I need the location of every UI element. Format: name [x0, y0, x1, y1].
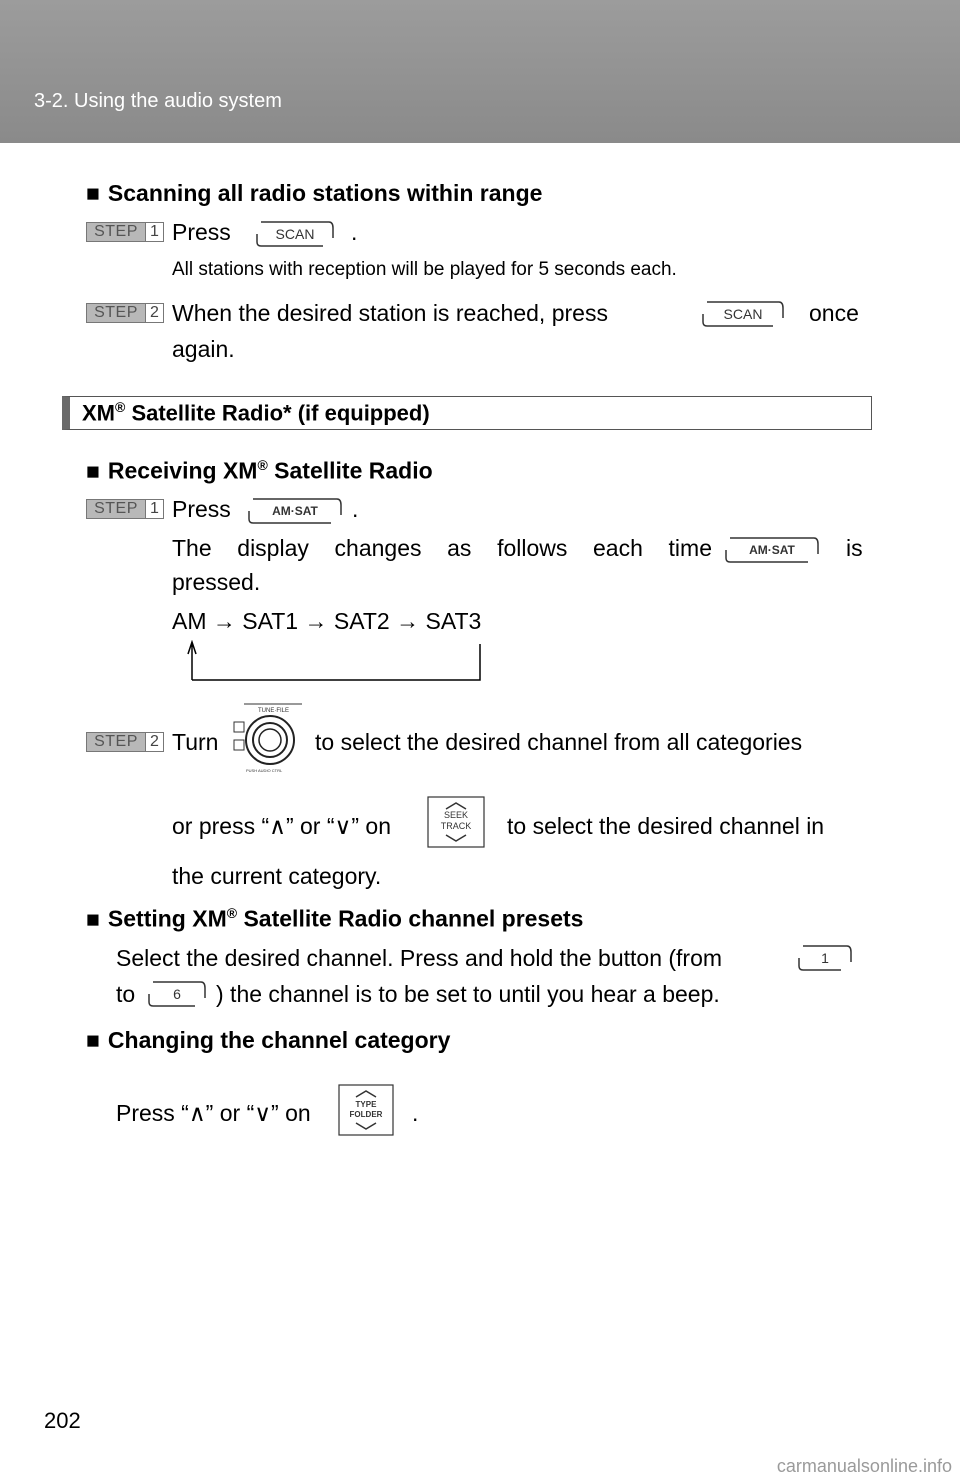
page-header [0, 0, 960, 143]
sequence-loop-arrow-icon [186, 640, 486, 682]
scan-button [701, 300, 785, 328]
step-label: STEP [87, 304, 145, 322]
footer-watermark: carmanualsonline.info [776, 1456, 952, 1476]
section-title-bar [62, 396, 872, 430]
category-heading [86, 1027, 450, 1054]
or-press-after: to select the desired channel in [507, 813, 825, 839]
track-label: TRACK [440, 821, 472, 831]
tune-knob-icon [230, 700, 306, 776]
section-title [82, 399, 430, 426]
preset-button-1 [797, 944, 853, 972]
step-1-badge [86, 222, 164, 242]
display-line2: pressed. [172, 569, 261, 595]
type-label: TYPE [355, 1100, 377, 1109]
presets-line1: Select the desired channel. Press and hold the button (from [116, 945, 723, 971]
scan-heading-text: Scanning all radio stations within range [107, 180, 543, 206]
step-label: STEP [87, 733, 145, 751]
step-number: 2 [145, 733, 163, 751]
preset-button-6-label: 6 [173, 986, 181, 1002]
scan-button-label: SCAN [723, 306, 763, 322]
step-number: 2 [145, 304, 163, 322]
receiving-step2-turn: Turn [172, 729, 219, 755]
step-2-badge [86, 732, 164, 752]
type-folder-button-icon [335, 1083, 397, 1137]
scan-step2-text: When the desired station is reached, press [172, 300, 608, 326]
page-number: 202 [44, 1408, 81, 1433]
square-bullet-icon: ■ [86, 180, 100, 206]
header-title: 3-2. Using the audio system [34, 90, 282, 112]
presets-heading [86, 905, 583, 933]
step-1-badge [86, 499, 164, 519]
receiving-step1-period: . [352, 496, 359, 522]
presets-line2-to: to [116, 981, 136, 1007]
am-sat-button [724, 536, 820, 564]
presets-line2-rest: ) the channel is to be set to until you hear a beep. [216, 981, 720, 1007]
registered-mark: ® [115, 399, 126, 415]
step-number: 1 [145, 223, 163, 241]
knob-top-label: TUNE·FILE [258, 708, 290, 714]
receiving-heading-pre: Receiving XM [107, 457, 258, 484]
square-bullet-icon: ■ [86, 905, 100, 932]
or-press-text: or press “∧” or “∨” on [172, 813, 391, 839]
scan-button [255, 220, 335, 248]
category-press-text: Press “∧” or “∨” on [116, 1100, 311, 1126]
step-label: STEP [87, 500, 145, 518]
knob-bottom-label: PUSH AUDIO CTRL [246, 768, 283, 773]
am-sat-button-label: AM·SAT [272, 504, 318, 518]
step-label: STEP [87, 223, 145, 241]
scan-button-label: SCAN [275, 226, 315, 242]
scan-step2-once: once [809, 300, 859, 326]
display-line1-is: is [846, 535, 863, 561]
registered-mark: ® [257, 457, 268, 473]
category-press-period: . [412, 1100, 419, 1126]
scan-note: All stations with reception will be played for 5 seconds each. [172, 259, 677, 280]
seek-track-button-icon [424, 795, 486, 849]
square-bullet-icon: ■ [86, 457, 100, 484]
category-heading-text: Changing the channel category [107, 1027, 451, 1053]
scan-step1-period: . [351, 219, 358, 245]
square-bullet-icon: ■ [86, 1027, 100, 1053]
presets-heading-post: Satellite Radio channel presets [237, 905, 584, 932]
receiving-heading [86, 457, 433, 485]
registered-mark: ® [226, 905, 238, 921]
receiving-step1-press: Press [172, 496, 231, 522]
display-sequence: AM → SAT1 → SAT2 → SAT3 [172, 608, 482, 634]
receiving-step2-text: to select the desired channel from all categories [315, 729, 803, 755]
section-title-xm: XM [82, 400, 115, 426]
current-category-text: the current category. [172, 863, 382, 889]
scan-heading [86, 180, 542, 207]
step-2-badge [86, 303, 164, 323]
display-line1: The display changes as follows each time [172, 535, 712, 561]
scan-step2-again: again. [172, 336, 235, 362]
preset-button-1-label: 1 [821, 950, 829, 966]
receiving-heading-post: Satellite Radio [267, 457, 433, 484]
scan-step1-press: Press [172, 219, 231, 245]
step-number: 1 [145, 500, 163, 518]
folder-label: FOLDER [349, 1110, 383, 1119]
presets-heading-pre: Setting XM [107, 905, 227, 932]
preset-button-6 [147, 980, 207, 1008]
section-title-rest: Satellite Radio* (if equipped) [125, 400, 430, 426]
am-sat-button-label: AM·SAT [749, 543, 795, 557]
am-sat-button [247, 497, 343, 525]
seek-label: SEEK [443, 810, 469, 820]
